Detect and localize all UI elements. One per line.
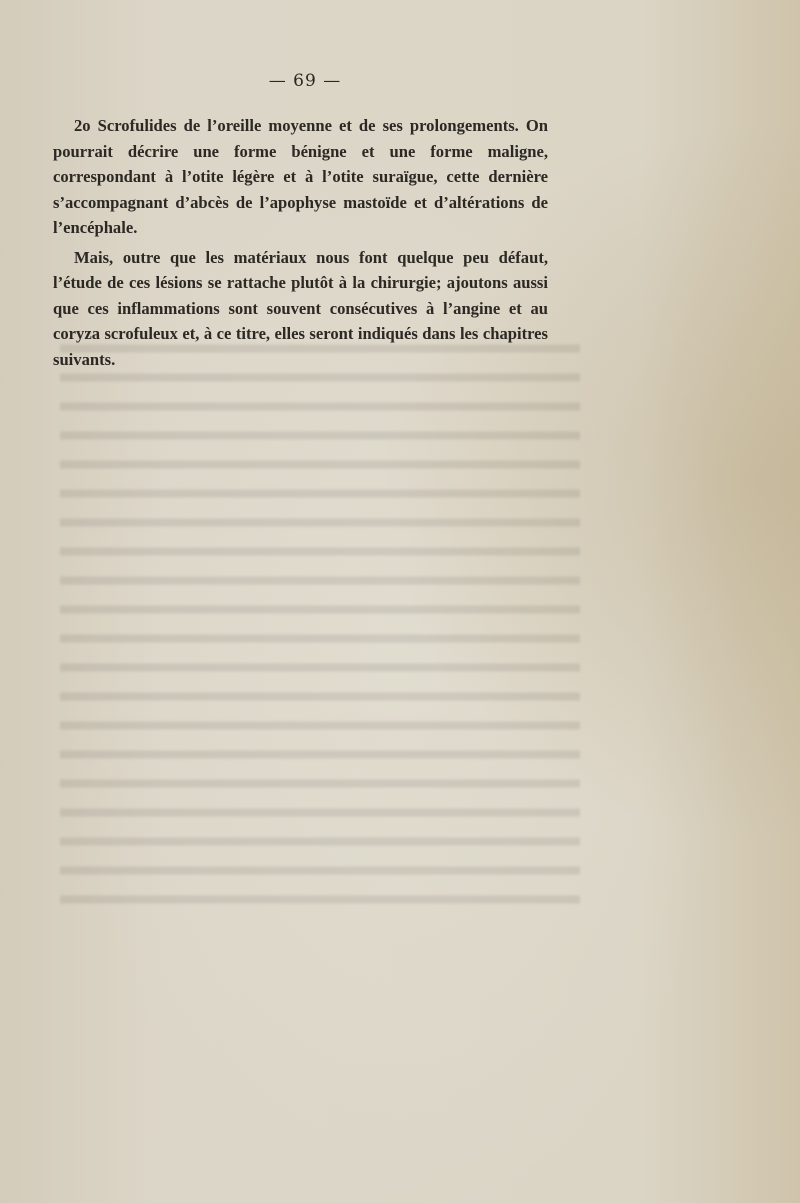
body-text	[53, 113, 548, 372]
paragraph-2: Mais, outre que les matériaux nous font quelque peu défaut, l’étude de ces lésions se rattache plutôt à la chirurgie; ajoutons aussi que ces inflammations sont souvent consécutives à l’angine et au coryza scrofuleux et, à ce titre, elles seront indiqués dans les chapitres suivants.	[53, 247, 548, 369]
page-number: — 69 —	[268, 71, 342, 91]
paragraph-1: 2o Scrofulides de l’oreille moyenne et de ses prolongements. On pourrait décrire une forme bénigne et une forme maligne, correspondant à l’otite légère et à l’otite suraïgue, cette dernière s’accompagnant d’abcès de l’apophyse mastoïde et d’altérations de l’encéphale.	[53, 116, 548, 237]
show-through-text	[60, 330, 580, 910]
